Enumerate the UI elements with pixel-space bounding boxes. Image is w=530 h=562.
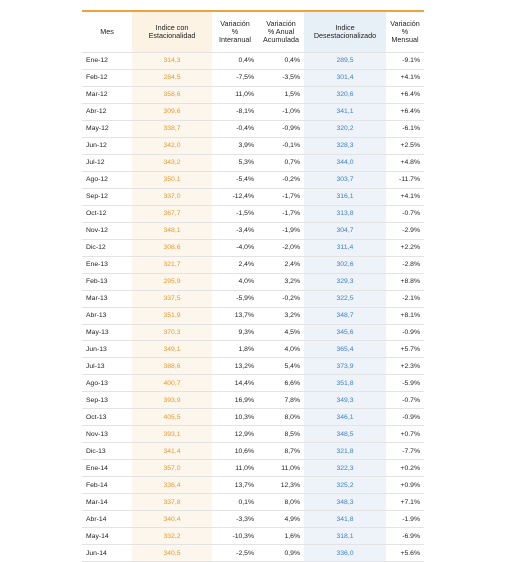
cell-variacion-mensual: +0.7% (386, 426, 424, 443)
table-row (82, 358, 424, 375)
cell-variacion-mensual: +6.4% (386, 86, 424, 103)
cell-variacion-interanual: 4,0% (212, 273, 258, 290)
cell-indice-estacionalidad: 340,4 (132, 511, 212, 528)
table-row (82, 528, 424, 545)
table-row (82, 307, 424, 324)
cell-indice-estacionalidad: 351,9 (132, 307, 212, 324)
cell-mes: Mar-13 (82, 290, 132, 307)
cell-variacion-acumulada: 5,4% (258, 358, 304, 375)
cell-variacion-interanual: -3,4% (212, 222, 258, 239)
cell-indice-estacionalidad: 309,6 (132, 103, 212, 120)
cell-indice-estacionalidad: 321,7 (132, 256, 212, 273)
cell-indice-estacionalidad: 337,5 (132, 290, 212, 307)
header-line: Indice (335, 23, 355, 32)
cell-variacion-acumulada: 4,0% (258, 341, 304, 358)
cell-variacion-acumulada: -1,9% (258, 222, 304, 239)
cell-variacion-acumulada: 0,7% (258, 154, 304, 171)
cell-variacion-interanual: -7,5% (212, 69, 258, 86)
cell-variacion-mensual: +5.6% (386, 545, 424, 562)
cell-indice-estacionalidad: 367,7 (132, 205, 212, 222)
cell-indice-estacionalidad: 388,6 (132, 358, 212, 375)
cell-variacion-acumulada: 4,5% (258, 324, 304, 341)
cell-indice-desestacionalizado: 289,5 (304, 53, 386, 70)
table-row (82, 256, 424, 273)
cell-variacion-interanual: -2,5% (212, 545, 258, 562)
header-variacion-interanual (212, 11, 258, 53)
cell-variacion-mensual: +8.8% (386, 273, 424, 290)
cell-variacion-mensual: -9.1% (386, 53, 424, 70)
cell-indice-estacionalidad: 314,3 (132, 53, 212, 70)
cell-indice-desestacionalizado: 346,1 (304, 409, 386, 426)
cell-indice-desestacionalizado: 328,3 (304, 137, 386, 154)
header-line: Desestacionalizado (313, 31, 377, 40)
header-line: Acumulada (263, 35, 299, 44)
table-row (82, 375, 424, 392)
cell-variacion-acumulada: 8,0% (258, 409, 304, 426)
cell-variacion-mensual: -11.7% (386, 171, 424, 188)
cell-indice-desestacionalizado: 348,5 (304, 426, 386, 443)
cell-indice-estacionalidad: 350,1 (132, 171, 212, 188)
cell-indice-desestacionalizado: 373,9 (304, 358, 386, 375)
cell-mes: Ene-14 (82, 460, 132, 477)
table-row (82, 86, 424, 103)
cell-indice-estacionalidad: 358,6 (132, 86, 212, 103)
cell-variacion-acumulada: -2,0% (258, 239, 304, 256)
cell-mes: Oct-12 (82, 205, 132, 222)
cell-variacion-mensual: -5.9% (386, 375, 424, 392)
cell-variacion-mensual: -0.7% (386, 392, 424, 409)
table-row (82, 222, 424, 239)
cell-indice-desestacionalizado: 316,1 (304, 188, 386, 205)
table-row (82, 324, 424, 341)
cell-variacion-acumulada: 1,5% (258, 86, 304, 103)
header-line: % (231, 27, 239, 36)
table-row (82, 103, 424, 120)
cell-variacion-interanual: -12,4% (212, 188, 258, 205)
cell-mes: Nov-12 (82, 222, 132, 239)
cell-indice-desestacionalizado: 325,2 (304, 477, 386, 494)
cell-mes: May-13 (82, 324, 132, 341)
cell-indice-estacionalidad: 343,2 (132, 154, 212, 171)
cell-variacion-mensual: -0.9% (386, 409, 424, 426)
cell-variacion-interanual: 0,4% (212, 53, 258, 70)
cell-indice-estacionalidad: 336,4 (132, 477, 212, 494)
cell-variacion-acumulada: 8,0% (258, 494, 304, 511)
header-line: Mensual (391, 35, 419, 44)
table-row (82, 154, 424, 171)
cell-variacion-interanual: 1,8% (212, 341, 258, 358)
cell-indice-desestacionalizado: 320,6 (304, 86, 386, 103)
cell-variacion-mensual: +0.2% (386, 460, 424, 477)
cell-mes: Sep-12 (82, 188, 132, 205)
cell-variacion-acumulada: 6,6% (258, 375, 304, 392)
cell-indice-desestacionalizado: 351,8 (304, 375, 386, 392)
table-row (82, 409, 424, 426)
cell-indice-estacionalidad: 295,9 (132, 273, 212, 290)
cell-variacion-interanual: 16,9% (212, 392, 258, 409)
cell-variacion-interanual: 5,3% (212, 154, 258, 171)
cell-variacion-mensual: -0.9% (386, 324, 424, 341)
cell-indice-desestacionalizado: 345,6 (304, 324, 386, 341)
cell-variacion-acumulada: -1,7% (258, 205, 304, 222)
cell-variacion-interanual: 14,4% (212, 375, 258, 392)
table-body (82, 53, 424, 562)
cell-variacion-interanual: -8,1% (212, 103, 258, 120)
table-row (82, 273, 424, 290)
cell-mes: Jun-12 (82, 137, 132, 154)
cell-variacion-acumulada: 0,4% (258, 53, 304, 70)
header-variacion-mensual (386, 11, 424, 53)
cell-variacion-acumulada: -0,1% (258, 137, 304, 154)
cell-variacion-mensual: -2.1% (386, 290, 424, 307)
cell-indice-estacionalidad: 348,1 (132, 222, 212, 239)
cell-variacion-interanual: -5,9% (212, 290, 258, 307)
cell-indice-estacionalidad: 308,6 (132, 239, 212, 256)
cell-variacion-interanual: -0,4% (212, 120, 258, 137)
cell-variacion-mensual: -2.9% (386, 222, 424, 239)
table-row (82, 239, 424, 256)
cell-variacion-acumulada: -0,9% (258, 120, 304, 137)
cell-variacion-acumulada: 7,8% (258, 392, 304, 409)
cell-indice-estacionalidad: 393,9 (132, 392, 212, 409)
cell-variacion-mensual: +2.3% (386, 358, 424, 375)
cell-variacion-acumulada: -0,2% (258, 290, 304, 307)
cell-variacion-mensual: +4.8% (386, 154, 424, 171)
table-row (82, 69, 424, 86)
table-row (82, 443, 424, 460)
table-row (82, 392, 424, 409)
cell-variacion-acumulada: 12,3% (258, 477, 304, 494)
cell-variacion-interanual: 9,3% (212, 324, 258, 341)
cell-variacion-mensual: -2.8% (386, 256, 424, 273)
cell-variacion-interanual: 10,3% (212, 409, 258, 426)
cell-variacion-interanual: 11,0% (212, 86, 258, 103)
cell-mes: Ene-13 (82, 256, 132, 273)
table-row (82, 341, 424, 358)
cell-variacion-mensual: -1.9% (386, 511, 424, 528)
cell-variacion-interanual: -5,4% (212, 171, 258, 188)
cell-indice-desestacionalizado: 349,3 (304, 392, 386, 409)
cell-variacion-mensual: -0.7% (386, 205, 424, 222)
cell-mes: Ene-12 (82, 53, 132, 70)
cell-variacion-acumulada: 3,2% (258, 273, 304, 290)
header-variacion-anual-acumulada (258, 11, 304, 53)
cell-variacion-interanual: -10,3% (212, 528, 258, 545)
cell-indice-desestacionalizado: 365,4 (304, 341, 386, 358)
index-table (82, 10, 424, 562)
cell-variacion-mensual: +5.7% (386, 341, 424, 358)
cell-indice-estacionalidad: 332,2 (132, 528, 212, 545)
cell-variacion-acumulada: 8,5% (258, 426, 304, 443)
cell-mes: Dic-13 (82, 443, 132, 460)
header-indice-con-estacionalidad (132, 11, 212, 53)
cell-variacion-mensual: +2.5% (386, 137, 424, 154)
header-line: Interanual (219, 35, 251, 44)
cell-variacion-mensual: +6.4% (386, 103, 424, 120)
cell-variacion-interanual: 10,6% (212, 443, 258, 460)
cell-variacion-interanual: 2,4% (212, 256, 258, 273)
cell-indice-desestacionalizado: 348,7 (304, 307, 386, 324)
cell-variacion-interanual: 13,2% (212, 358, 258, 375)
cell-variacion-acumulada: 11,0% (258, 460, 304, 477)
header-line: Variación (390, 19, 420, 28)
cell-mes: May-12 (82, 120, 132, 137)
cell-variacion-acumulada: 8,7% (258, 443, 304, 460)
table-row (82, 477, 424, 494)
cell-variacion-mensual: +4.1% (386, 69, 424, 86)
cell-indice-estacionalidad: 341,4 (132, 443, 212, 460)
cell-indice-estacionalidad: 337,8 (132, 494, 212, 511)
cell-mes: Feb-12 (82, 69, 132, 86)
cell-indice-desestacionalizado: 313,8 (304, 205, 386, 222)
cell-indice-desestacionalizado: 341,8 (304, 511, 386, 528)
cell-mes: Abr-12 (82, 103, 132, 120)
table-row (82, 53, 424, 70)
cell-variacion-acumulada: 2,4% (258, 256, 304, 273)
cell-variacion-mensual: -7.7% (386, 443, 424, 460)
cell-indice-desestacionalizado: 329,3 (304, 273, 386, 290)
cell-indice-desestacionalizado: 301,4 (304, 69, 386, 86)
cell-variacion-mensual: +7.1% (386, 494, 424, 511)
cell-indice-estacionalidad: 400,7 (132, 375, 212, 392)
cell-mes: Mar-14 (82, 494, 132, 511)
cell-indice-desestacionalizado: 311,4 (304, 239, 386, 256)
cell-mes: Oct-13 (82, 409, 132, 426)
cell-variacion-acumulada: 4,9% (258, 511, 304, 528)
cell-variacion-acumulada: -3,5% (258, 69, 304, 86)
cell-variacion-acumulada: -1,7% (258, 188, 304, 205)
cell-indice-desestacionalizado: 321,8 (304, 443, 386, 460)
header-line: % (401, 27, 409, 36)
cell-indice-estacionalidad: 340,5 (132, 545, 212, 562)
cell-mes: Sep-13 (82, 392, 132, 409)
table-row (82, 137, 424, 154)
cell-indice-desestacionalizado: 322,3 (304, 460, 386, 477)
cell-indice-desestacionalizado: 304,7 (304, 222, 386, 239)
cell-mes: Abr-13 (82, 307, 132, 324)
cell-variacion-mensual: -6.1% (386, 120, 424, 137)
cell-indice-estacionalidad: 284,5 (132, 69, 212, 86)
table-row (82, 494, 424, 511)
cell-indice-estacionalidad: 357,0 (132, 460, 212, 477)
cell-variacion-acumulada: 0,9% (258, 545, 304, 562)
cell-variacion-interanual: 12,9% (212, 426, 258, 443)
header-mes (82, 11, 132, 53)
cell-mes: Jun-13 (82, 341, 132, 358)
table-row (82, 188, 424, 205)
data-table-container (82, 10, 424, 562)
header-line: % Anual (267, 27, 295, 36)
cell-indice-desestacionalizado: 336,0 (304, 545, 386, 562)
cell-indice-estacionalidad: 349,1 (132, 341, 212, 358)
cell-variacion-acumulada: 3,2% (258, 307, 304, 324)
cell-variacion-interanual: -1,5% (212, 205, 258, 222)
cell-indice-estacionalidad: 405,5 (132, 409, 212, 426)
cell-mes: Ago-13 (82, 375, 132, 392)
cell-variacion-interanual: 13,7% (212, 307, 258, 324)
header-indice-desestacionalizado (304, 11, 386, 53)
table-row (82, 171, 424, 188)
cell-indice-desestacionalizado: 348,3 (304, 494, 386, 511)
cell-mes: Feb-14 (82, 477, 132, 494)
cell-variacion-mensual: +4.1% (386, 188, 424, 205)
table-row (82, 545, 424, 562)
cell-indice-estacionalidad: 342,0 (132, 137, 212, 154)
cell-variacion-interanual: -3,3% (212, 511, 258, 528)
table-row (82, 290, 424, 307)
cell-mes: Jul-13 (82, 358, 132, 375)
header-line: Variación (266, 19, 296, 28)
cell-indice-desestacionalizado: 322,5 (304, 290, 386, 307)
cell-indice-estacionalidad: 370,3 (132, 324, 212, 341)
header-mes-label: Mes (100, 27, 114, 36)
header-line: Indice con (155, 23, 189, 32)
cell-variacion-interanual: -4,0% (212, 239, 258, 256)
cell-indice-desestacionalizado: 344,0 (304, 154, 386, 171)
cell-mes: Feb-13 (82, 273, 132, 290)
cell-variacion-mensual: -6.9% (386, 528, 424, 545)
table-row (82, 511, 424, 528)
cell-mes: May-14 (82, 528, 132, 545)
cell-indice-estacionalidad: 338,7 (132, 120, 212, 137)
cell-variacion-acumulada: -0,2% (258, 171, 304, 188)
cell-variacion-mensual: +0.9% (386, 477, 424, 494)
table-row (82, 120, 424, 137)
cell-mes: Jul-12 (82, 154, 132, 171)
header-line: Variación (220, 19, 250, 28)
table-row (82, 426, 424, 443)
cell-indice-estacionalidad: 393,1 (132, 426, 212, 443)
cell-mes: Mar-12 (82, 86, 132, 103)
cell-variacion-interanual: 13,7% (212, 477, 258, 494)
cell-mes: Dic-12 (82, 239, 132, 256)
cell-mes: Nov-13 (82, 426, 132, 443)
cell-mes: Jun-14 (82, 545, 132, 562)
cell-indice-desestacionalizado: 302,6 (304, 256, 386, 273)
cell-variacion-interanual: 3,9% (212, 137, 258, 154)
cell-variacion-interanual: 11,0% (212, 460, 258, 477)
cell-indice-desestacionalizado: 320,2 (304, 120, 386, 137)
cell-mes: Ago-12 (82, 171, 132, 188)
cell-indice-estacionalidad: 337,0 (132, 188, 212, 205)
header-row (82, 11, 424, 53)
cell-variacion-acumulada: -1,0% (258, 103, 304, 120)
cell-indice-desestacionalizado: 303,7 (304, 171, 386, 188)
cell-variacion-mensual: +8.1% (386, 307, 424, 324)
cell-indice-desestacionalizado: 318,1 (304, 528, 386, 545)
cell-mes: Abr-14 (82, 511, 132, 528)
cell-variacion-acumulada: 1,6% (258, 528, 304, 545)
header-line: Estacionalidad (148, 31, 196, 40)
cell-variacion-interanual: 0,1% (212, 494, 258, 511)
cell-indice-desestacionalizado: 341,1 (304, 103, 386, 120)
table-row (82, 460, 424, 477)
table-row (82, 205, 424, 222)
cell-variacion-mensual: +2.2% (386, 239, 424, 256)
